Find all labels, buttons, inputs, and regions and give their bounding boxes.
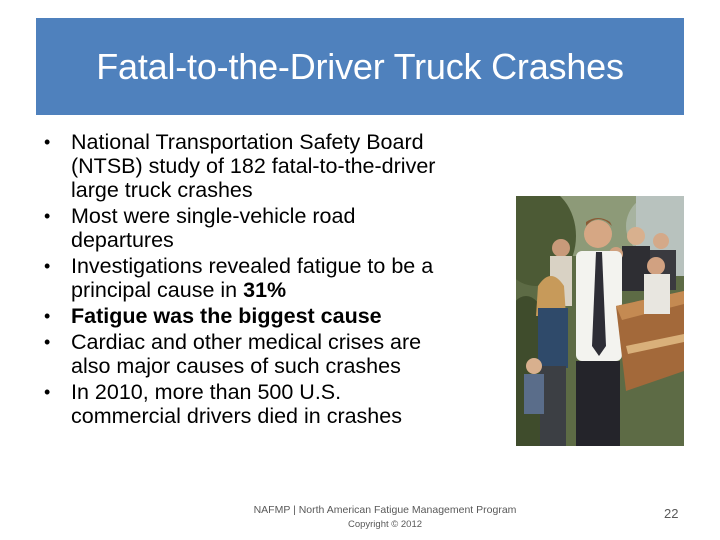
footer-org: NAFMP | North American Fatigue Management Program: [253, 504, 517, 516]
bullet-glyph: •: [44, 256, 51, 276]
slide-title: Fatal-to-the-Driver Truck Crashes: [96, 45, 624, 87]
page-number: 22: [664, 506, 679, 521]
bullet-glyph: •: [44, 306, 51, 326]
title-bar: [36, 18, 684, 115]
bullet-glyph: •: [44, 206, 51, 226]
bullet-glyph: •: [44, 382, 51, 402]
footer-copyright: Copyright © 2012: [347, 519, 423, 530]
bullet-item: • In 2010, more than 500 U.S. commercial drivers died in crashes: [44, 380, 402, 428]
bullet-item: • Cardiac and other medical crises are also major causes of such crashes: [44, 330, 422, 378]
bullet-glyph: •: [44, 132, 51, 152]
bullet-list: [44, 130, 514, 430]
bullet-item: • Fatigue was the biggest cause: [44, 304, 382, 328]
bullet-item: • National Transportation Safety Board (NTSB) study of 182 fatal-to-the-driver large truck crashes: [44, 130, 436, 202]
funeral-procession-photo: [516, 196, 684, 446]
bullet-glyph: •: [44, 332, 51, 352]
bullet-item: • Most were single-vehicle road departures: [44, 204, 356, 252]
bullet-item: • Investigations revealed fatigue to be a principal cause in 31%: [44, 254, 434, 302]
